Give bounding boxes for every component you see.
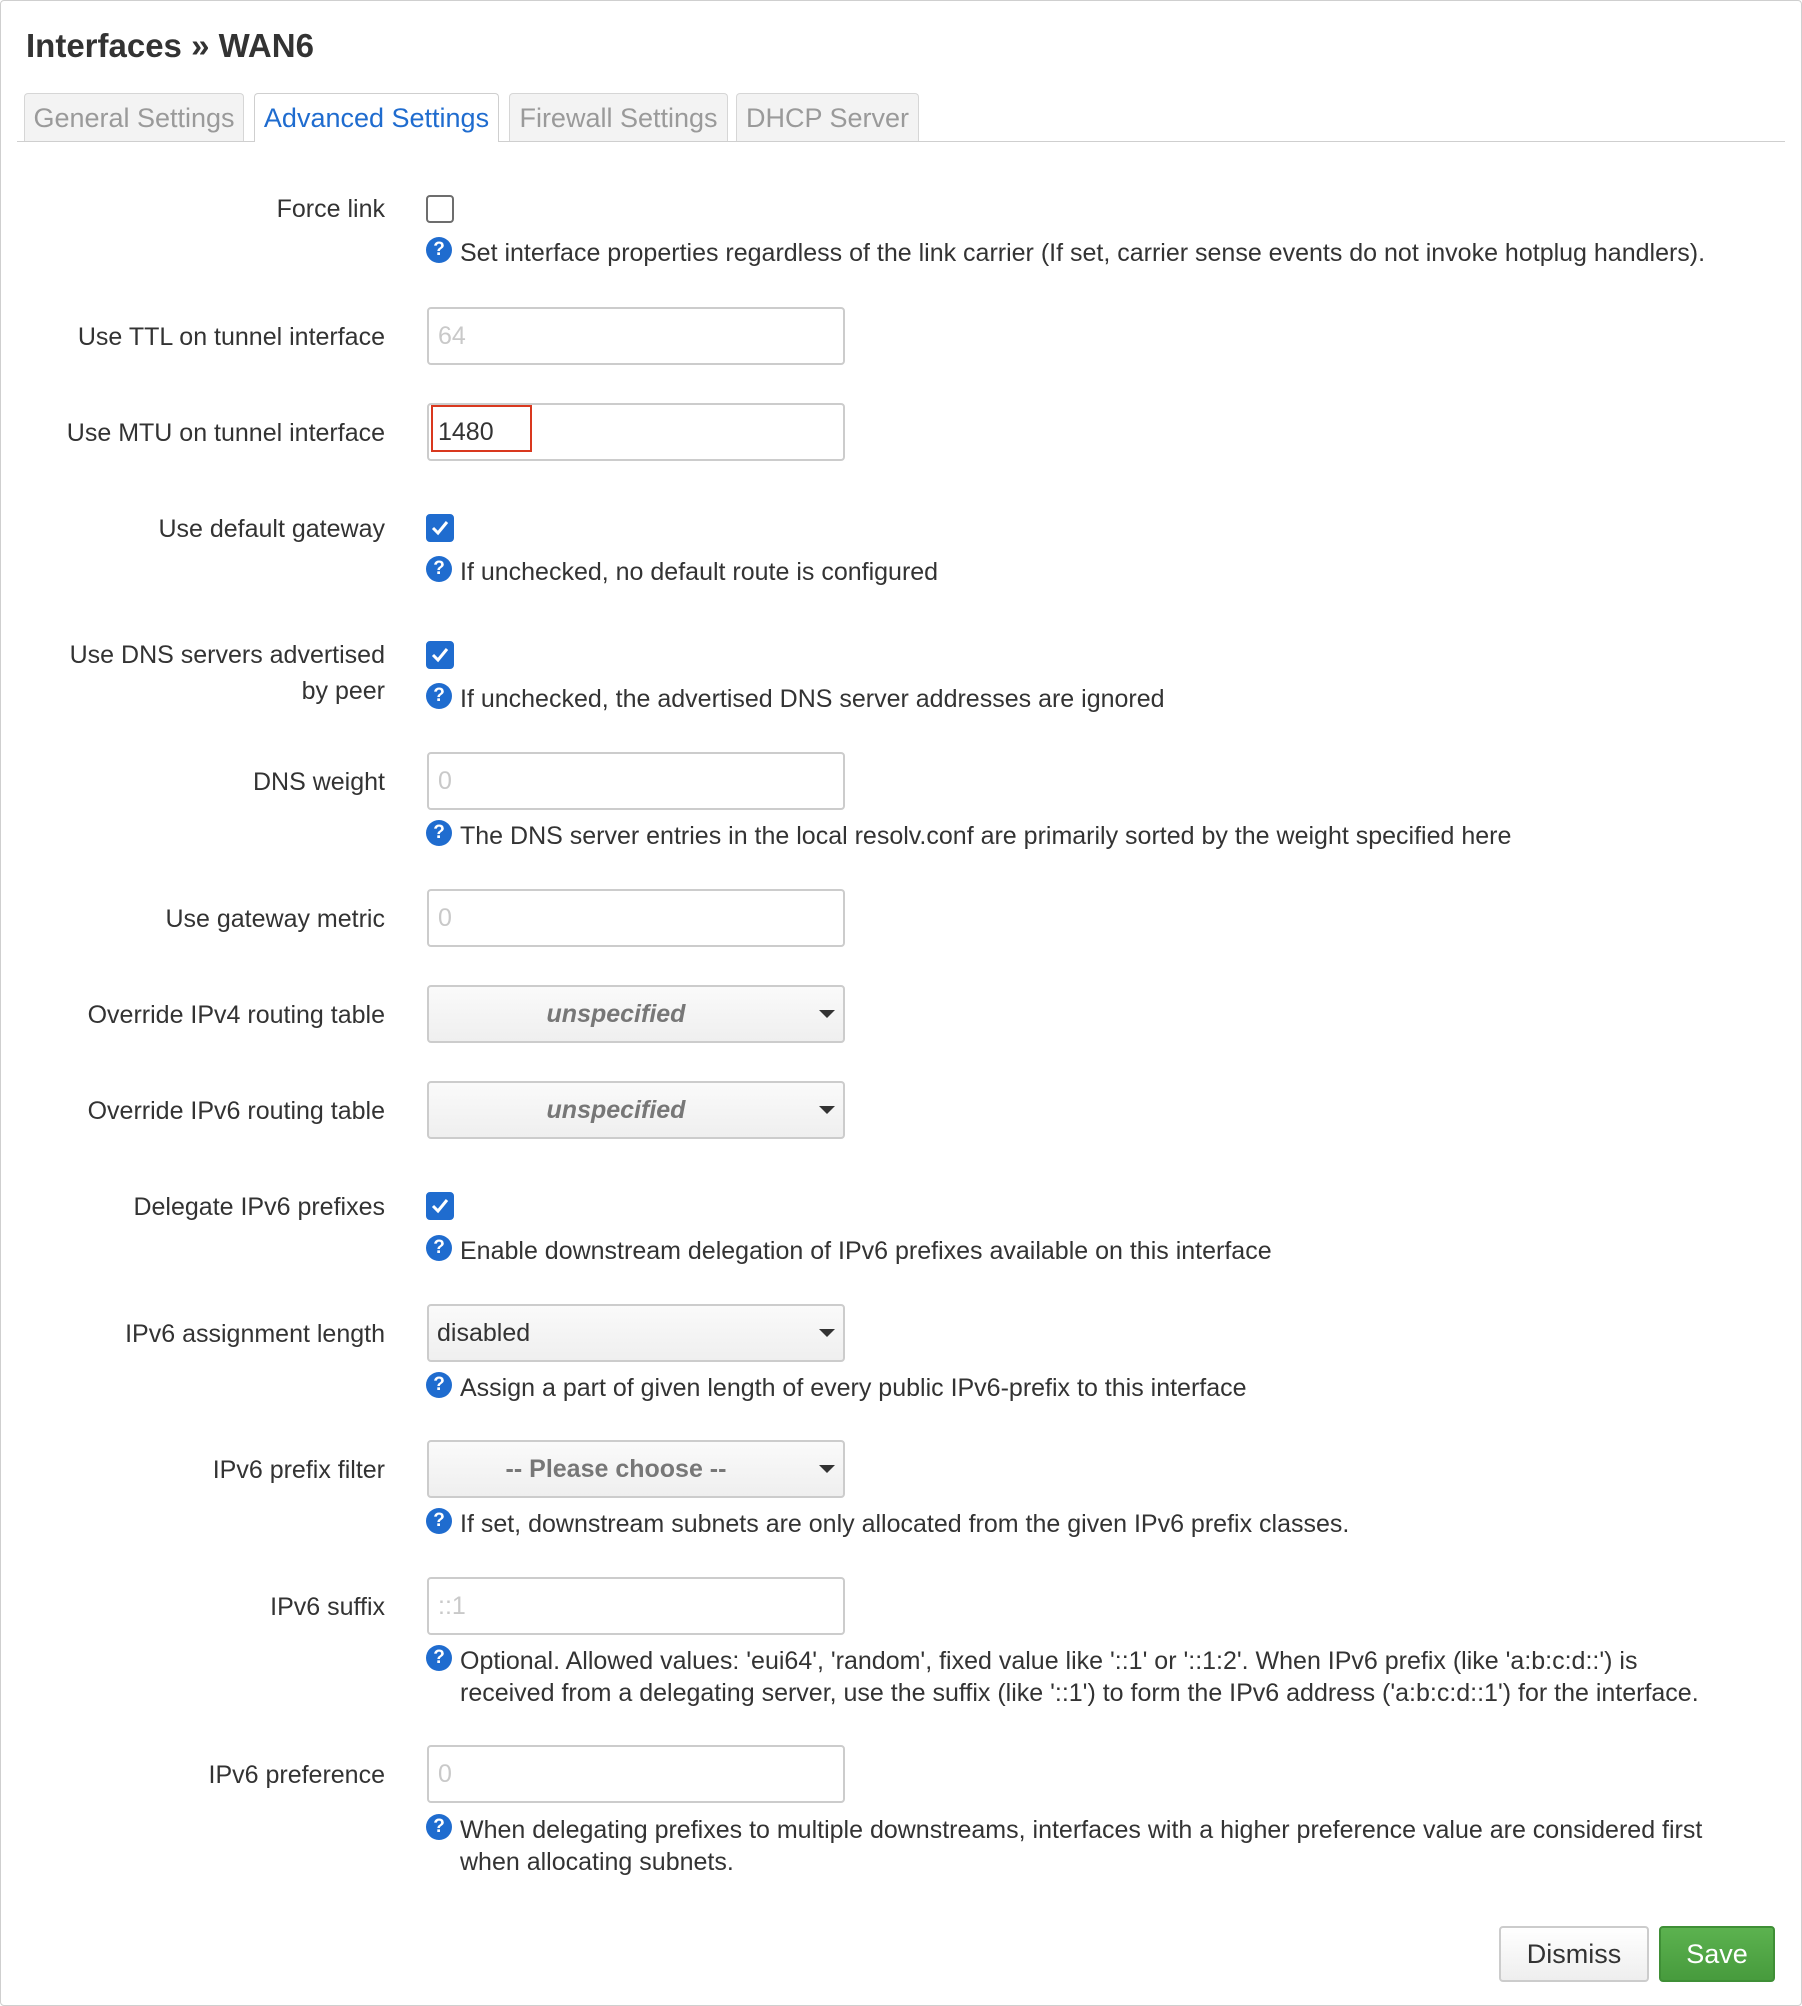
gateway-metric-input[interactable] <box>427 889 845 947</box>
dns-weight-help: ? The DNS server entries in the local resolv.conf are primarily sorted by the weight specified here <box>426 820 1771 852</box>
delegate-prefixes-help: ? Enable downstream delegation of IPv6 prefixes available on this interface <box>426 1235 1771 1267</box>
question-circle-icon: ? <box>426 1508 452 1534</box>
tab-advanced-settings[interactable]: Advanced Settings <box>254 93 499 142</box>
caret-down-icon <box>819 1106 835 1114</box>
dns-weight-input[interactable] <box>427 752 845 810</box>
force-link-label: Force link <box>276 195 385 223</box>
ipv4-routing-table-label: Override IPv4 routing table <box>87 1001 385 1029</box>
dns-weight-placeholder: 0 <box>438 767 452 795</box>
ttl-label: Use TTL on tunnel interface <box>77 323 385 351</box>
assignment-length-label: IPv6 assignment length <box>125 1320 385 1348</box>
ipv4-routing-table-select[interactable] <box>427 985 845 1043</box>
dismiss-button[interactable]: Dismiss <box>1499 1926 1649 1982</box>
prefix-filter-label: IPv6 prefix filter <box>212 1456 385 1484</box>
ipv6-suffix-input[interactable] <box>427 1577 845 1635</box>
question-circle-icon: ? <box>426 683 452 709</box>
peer-dns-label-line1: Use DNS servers advertised <box>69 641 385 669</box>
peer-dns-help: ? If unchecked, the advertised DNS server addresses are ignored <box>426 683 1771 715</box>
ipv6-suffix-help: ? Optional. Allowed values: 'eui64', 'random', fixed value like '::1' or '::1:2'. When IPv6 prefix (like 'a:b:c:d::') is received from a delegating server, use the suffix (like '::1') to form the IPv6 address ('a:b:c:d::1') for the interface. <box>426 1645 1771 1709</box>
checkmark-icon <box>430 645 450 665</box>
question-circle-icon: ? <box>426 237 452 263</box>
tab-firewall-settings[interactable]: Firewall Settings <box>509 93 728 141</box>
tab-bar <box>17 93 1785 142</box>
tab-dhcp-server[interactable]: DHCP Server <box>736 93 919 141</box>
ipv6-routing-table-value: unspecified <box>546 1096 686 1124</box>
gateway-metric-label: Use gateway metric <box>165 905 385 933</box>
ipv6-routing-table-label: Override IPv6 routing table <box>87 1097 385 1125</box>
peer-dns-label-line2: by peer <box>301 677 385 705</box>
ttl-input[interactable] <box>427 307 845 365</box>
caret-down-icon <box>819 1010 835 1018</box>
ipv6-suffix-placeholder: ::1 <box>438 1592 466 1620</box>
ipv6-routing-table-select[interactable] <box>427 1081 845 1139</box>
mtu-value: 1480 <box>438 418 494 446</box>
caret-down-icon <box>819 1465 835 1473</box>
ipv4-routing-table-value: unspecified <box>546 1000 686 1028</box>
gateway-metric-placeholder: 0 <box>438 904 452 932</box>
default-gateway-label: Use default gateway <box>158 515 385 543</box>
ipv6-preference-label: IPv6 preference <box>208 1761 385 1789</box>
ipv6-preference-placeholder: 0 <box>438 1760 452 1788</box>
question-circle-icon: ? <box>426 1814 452 1840</box>
assignment-length-select[interactable] <box>427 1304 845 1362</box>
assignment-length-help: ? Assign a part of given length of every public IPv6-prefix to this interface <box>426 1372 1771 1404</box>
force-link-checkbox[interactable] <box>426 195 454 223</box>
question-circle-icon: ? <box>426 820 452 846</box>
prefix-filter-help: ? If set, downstream subnets are only allocated from the given IPv6 prefix classes. <box>426 1508 1771 1540</box>
tab-general-settings[interactable]: General Settings <box>24 93 244 141</box>
save-button[interactable]: Save <box>1659 1926 1775 1982</box>
ipv6-preference-input[interactable] <box>427 1745 845 1803</box>
dns-weight-label: DNS weight <box>253 768 385 796</box>
default-gateway-help: ? If unchecked, no default route is configured <box>426 556 1771 588</box>
question-circle-icon: ? <box>426 1645 452 1671</box>
delegate-prefixes-checkbox[interactable] <box>426 1192 454 1220</box>
checkmark-icon <box>430 518 450 538</box>
assignment-length-value: disabled <box>437 1319 531 1347</box>
question-circle-icon: ? <box>426 1372 452 1398</box>
caret-down-icon <box>819 1329 835 1337</box>
prefix-filter-select[interactable] <box>427 1440 845 1498</box>
modal-title: Interfaces » WAN6 <box>26 27 314 64</box>
default-gateway-checkbox[interactable] <box>426 514 454 542</box>
mtu-highlight-box <box>431 405 532 452</box>
ipv6-suffix-label: IPv6 suffix <box>270 1593 385 1621</box>
prefix-filter-value: -- Please choose -- <box>505 1455 727 1483</box>
question-circle-icon: ? <box>426 556 452 582</box>
delegate-prefixes-label: Delegate IPv6 prefixes <box>133 1193 385 1221</box>
ipv6-preference-help: ? When delegating prefixes to multiple downstreams, interfaces with a higher preference value are considered first when allocating subnets. <box>426 1814 1771 1878</box>
checkmark-icon <box>430 1196 450 1216</box>
question-circle-icon: ? <box>426 1235 452 1261</box>
peer-dns-checkbox[interactable] <box>426 641 454 669</box>
ttl-placeholder: 64 <box>438 322 466 350</box>
force-link-help: ? Set interface properties regardless of the link carrier (If set, carrier sense events do not invoke hotplug handlers). <box>426 237 1771 269</box>
mtu-label: Use MTU on tunnel interface <box>66 419 385 447</box>
